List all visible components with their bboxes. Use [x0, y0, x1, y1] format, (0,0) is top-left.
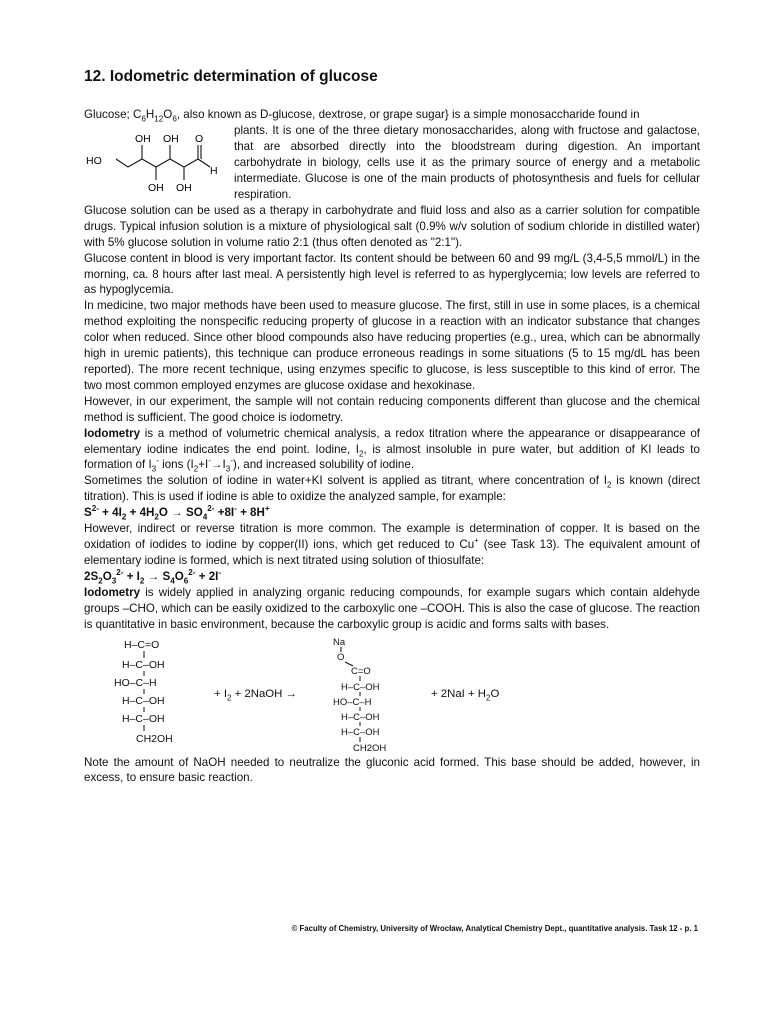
reagents-text: + $I_2$ + 2NaOH →: [214, 687, 297, 702]
oh-label: OH: [135, 132, 151, 145]
structure-row: H–C–OH: [122, 712, 165, 725]
oh-label: OH: [148, 181, 164, 194]
glucose-oxidation-reaction: [84, 635, 700, 755]
document-page: [84, 68, 700, 786]
paragraph-indirect-titration: However, indirect or reverse titration is more common. The example is determination of copper. It is based on the oxidation of iodides to iodine by copper(II) ions, which get reduced to Cu+ (see Task 13). The equivalent amount of elementary iodine is formed, which is next titrated using solution of thiosulfate:: [84, 522, 700, 567]
paragraph-direct-titration: Sometimes the solution of iodine in water+KI solvent is applied as titrant, where concentration of $I_2$ is known (direct titration). This is used if iodine is able to oxidize the analyzed sample, for example:: [84, 474, 700, 504]
structure-row: HO–C–H: [332, 696, 372, 708]
structure-row: C=O: [350, 665, 371, 677]
structure-row: H–C=O: [124, 638, 160, 651]
structure-row: CH2OH: [352, 742, 387, 754]
products-text: + $2NaI + H_2O$: [430, 687, 500, 702]
structure-row: H–C–OH: [340, 681, 380, 693]
glucose-structure: [84, 123, 234, 203]
paragraph-iodometry: Iodometry is a method of volumetric chemical analysis, a redox titration where the appearance or disappearance of elementary iodine indicates the end point. Iodine, $I_2$, is almost insoluble in pure water, but addition of KI leads to formation of $I_3^-$ ions $(I_2+I^-\to I_3^-)$, and increased solubility of iodine.: [84, 426, 700, 474]
glucose-fischer-structure: [84, 636, 214, 754]
paragraph-blood: Glucose content in blood is very important factor. Its content should be between 60 and 99 mg/L (3,4-5,5 mmol/L) in the morning, ca. 8 hours after last meal. A persistently high level is referred to as hyperglycemia; low levels are referred to as hypoglycemia.: [84, 251, 700, 297]
structure-row: O: [336, 651, 345, 663]
structure-row: H–C–OH: [122, 658, 165, 671]
structure-row: H–C–OH: [122, 694, 165, 707]
paragraph-note: Note the amount of NaOH needed to neutralize the gluconic acid formed. This base should be added, however, in excess, to ensure basic reaction.: [84, 755, 700, 785]
sodium-gluconate-structure: [311, 636, 431, 754]
o-label: O: [195, 132, 204, 145]
document-body: [84, 107, 700, 786]
paragraph-organic: Iodometry is widely applied in analyzing organic reducing compounds, for example sugars which contain aldehyde groups –CHO, which can be easily oxidized to the carboxylic one –COOH. This is also the case of glucose. The reaction is quantitative in basic environment, because the carboxylic group is acidic and forms salts with bases.: [84, 585, 700, 631]
structure-row: Na: [332, 636, 346, 648]
oh-label: OH: [163, 132, 179, 145]
ho-label: HO: [86, 154, 102, 167]
paragraph-infusion: Glucose solution can be used as a therapy in carbohydrate and fluid loss and also as a carrier solution for compatible drugs. Typical infusion solution is a mixture of physiological salt (0.9% w/v solution of sodium chloride in distilled water) with 5% glucose solution in volume ratio 2:1 (thus often denoted as "2:1").: [84, 203, 700, 249]
oh-label: OH: [176, 181, 192, 194]
intro-with-structure: [84, 123, 700, 203]
structure-row: HO–C–H: [114, 676, 157, 689]
structure-row: CH2OH: [136, 732, 173, 745]
structure-row: H–C–OH: [340, 711, 380, 723]
equation-thiosulfate: $2S_2O_3^{2-} + I_2 \to S_4O_6^{2-} + 2I^-$: [84, 567, 222, 586]
structure-row: H–C–OH: [340, 726, 380, 738]
intro-paragraph: plants. It is one of the three dietary monosaccharides, along with fructose and galactose, that are absorbed directly into the bloodstream during digestion. An important carbohydrate in biology, cells use it as the primary source of energy and a metabolic intermediate. Glucose is one of the main products of photosynthesis and fuels for cellular respiration.: [234, 123, 700, 201]
intro-first-line: Glucose; $C_6H_{12}O_6$, also known as D-glucose, dextrose, or grape sugar} is a simple monosaccharide found in: [84, 108, 640, 124]
h-label: H: [210, 164, 218, 177]
paragraph-experiment: However, in our experiment, the sample will not contain reducing components different than glucose and the chemical method is sufficient. The good choice is iodometry.: [84, 394, 700, 424]
page-title: 12. Iodometric determination of glucose: [84, 68, 378, 85]
paragraph-methods: In medicine, two major methods have been used to measure glucose. The first, still in use in some places, is a chemical method exploiting the nonspecific reducing property of glucose in a reaction with an indicator substance that changes color when reduced. Since other blood compounds also have reducing properties (e.g., urea, which can be abnormally high in uremic patients), this technique can produce erroneous readings in some situations (5 to 15 mg/dL has been reported). The more recent technique, using enzymes specific to glucose, is less susceptible to this kind of error. The two most common employed enzymes are glucose oxidase and hexokinase.: [84, 299, 700, 392]
page-footer: © Faculty of Chemistry, University of Wrocław, Analytical Chemistry Dept., quantitative analysis. Task 12 - p. 1: [291, 924, 698, 933]
equation-sulfide: $S^{2-} + 4I_2 + 4H_2O \to SO_4^{2-} +8I^- + 8H^+$: [84, 504, 270, 522]
